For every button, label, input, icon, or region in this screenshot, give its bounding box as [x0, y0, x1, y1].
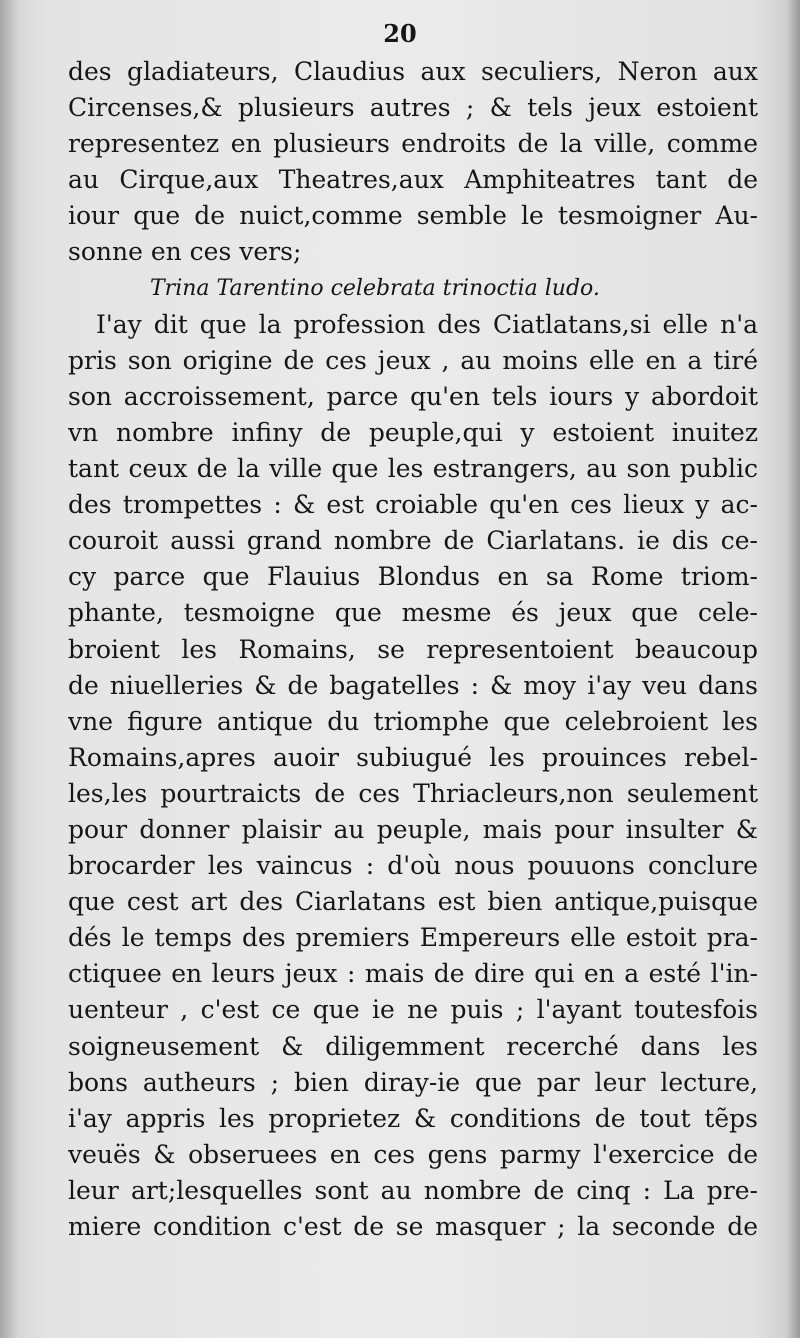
text-line: Circenses,& plusieurs autres ; & tels jeux estoient: [68, 93, 758, 123]
text-line: iour que de nuict,comme semble le tesmoigner Au-: [68, 201, 758, 231]
text-line: vn nombre infiny de peuple,qui y estoient inuitez: [68, 417, 758, 447]
text-line: des gladiateurs, Claudius aux seculiers, Neron aux: [68, 57, 758, 86]
text-line: des trompettes : & est croiable qu'en ces lieux y ac-: [68, 490, 758, 520]
text-line: bons autheurs ; bien diray-ie que par leur lecture,: [68, 1067, 758, 1097]
page-left-edge-shadow: [0, 0, 18, 1338]
text-line: sonne en ces vers;: [68, 237, 302, 267]
text-line: pris son origine de ces jeux , au moins elle en a tiré: [68, 345, 758, 375]
text-line: i'ay appris les proprietez & conditions de tout tẽps: [68, 1103, 758, 1133]
text-line: les,les pourtraicts de ces Thriacleurs,non seulement: [68, 778, 758, 808]
text-line: uenteur , c'est ce que ie ne puis ; l'ayant toutesfois: [68, 995, 758, 1025]
body-text: [68, 54, 758, 1245]
text-line: pour donner plaisir au peuple, mais pour insulter &: [68, 814, 758, 844]
text-line: son accroissement, parce qu'en tels iours y abordoit: [68, 381, 758, 411]
text-line: I'ay dit que la profession des Ciatlatans,si elle n'a: [96, 309, 758, 339]
text-line: broient les Romains, se representoient beaucoup: [68, 634, 758, 664]
text-line: ctiquee en leurs jeux : mais de dire qui en a esté l'in-: [68, 959, 758, 989]
text-line: tant ceux de la ville que les estrangers, au son public: [68, 454, 758, 484]
page-number: 20: [383, 19, 417, 48]
text-line: que cest art des Ciarlatans est bien antique,puisque: [68, 887, 758, 917]
text-line: cy parce que Flauius Blondus en sa Rome triom-: [68, 562, 758, 592]
latin-quotation: Trina Tarentino celebrata trinoctia ludo.: [150, 275, 600, 301]
text-line: Romains,apres auoir subiugué les prouinces rebel-: [68, 742, 758, 772]
text-line: de niuelleries & de bagatelles : & moy i'ay veu dans: [68, 670, 758, 700]
text-line: phante, tesmoigne que mesme és jeux que cele-: [68, 598, 758, 628]
page-right-edge-shadow: [786, 0, 800, 1338]
text-line: brocarder les vaincus : d'où nous pouuons conclure: [68, 851, 758, 881]
text-line: representez en plusieurs endroits de la ville, comme: [68, 129, 758, 159]
text-line: soigneusement & diligemment recerché dans les: [68, 1031, 758, 1061]
text-line: leur art;lesquelles sont au nombre de cinq : La pre-: [68, 1175, 758, 1205]
text-line: dés le temps des premiers Empereurs elle estoit pra-: [68, 923, 758, 953]
text-line: couroit aussi grand nombre de Ciarlatans. ie dis ce-: [68, 526, 758, 556]
text-line: vne figure antique du triomphe que celebroient les: [68, 706, 758, 736]
text-line: miere condition c'est de se masquer ; la seconde de: [68, 1212, 758, 1241]
text-line: veuës & obseruees en ces gens parmy l'exercice de: [68, 1139, 758, 1169]
text-line: au Cirque,aux Theatres,aux Amphiteatres tant de: [68, 165, 758, 195]
